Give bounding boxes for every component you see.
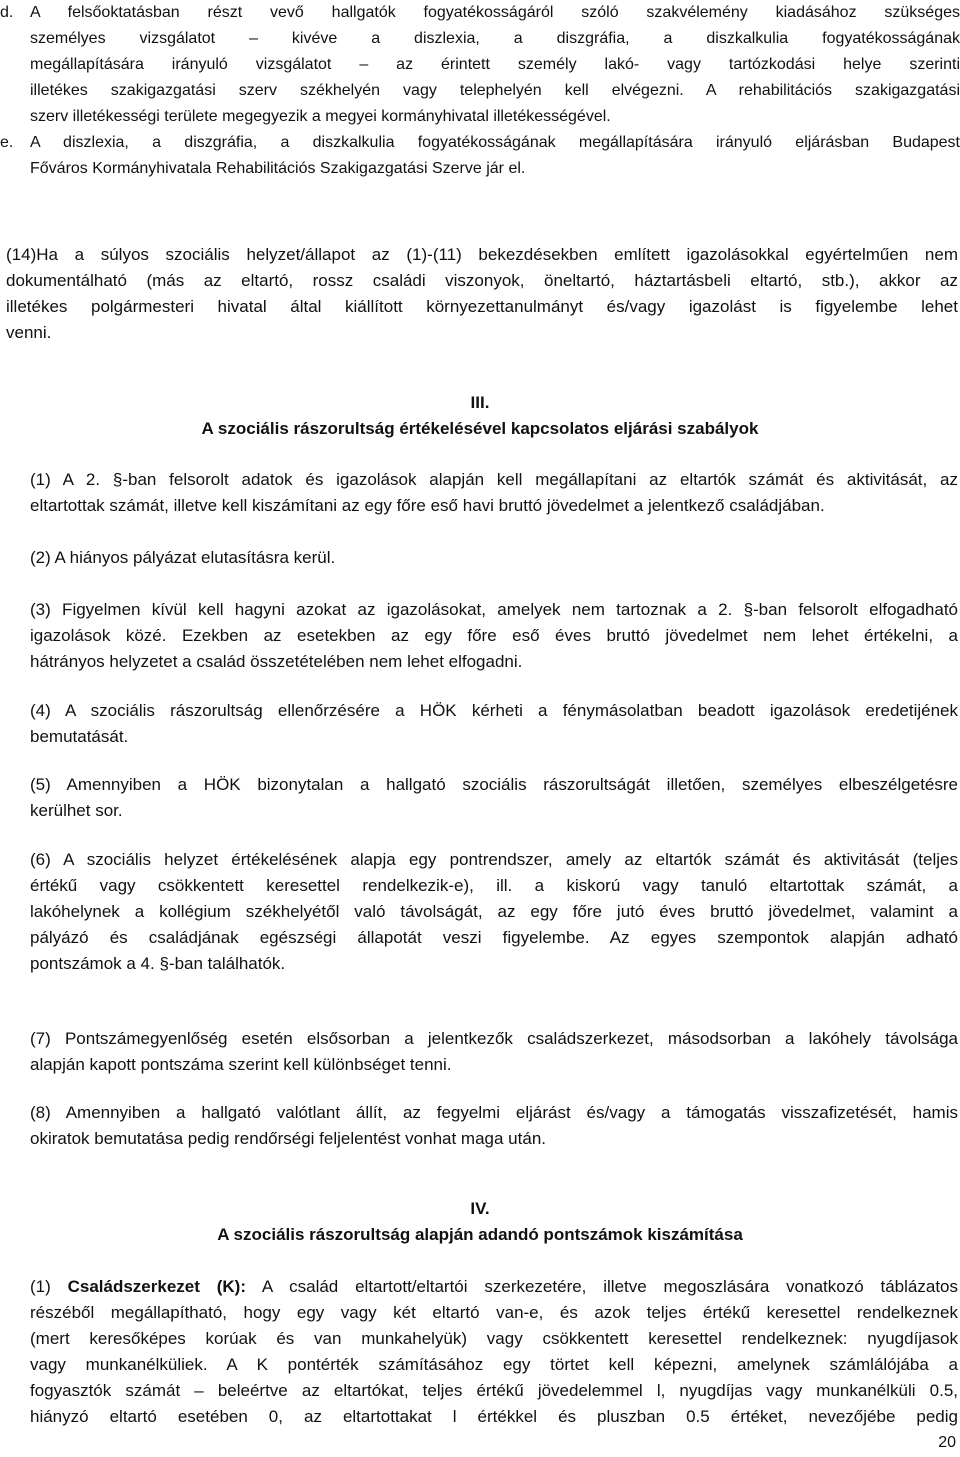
section-4-numeral: IV. — [470, 1199, 490, 1218]
text-line: (5) Amennyiben a HÖK bizonytalan a hallgató szociális rászorultságát illetően, személyes elbeszélgetésre — [30, 775, 958, 794]
text-line: A diszlexia, a diszgráfia, a diszkalkulia fogyatékosságának megállapítására irányuló eljárásban Budapest — [30, 134, 960, 151]
text-line: részéből megállapítható, hogy egy vagy két eltartó van-e, és azok teljes értékű keresettel rendelkeznek — [30, 1303, 958, 1322]
text-line: (14)Ha a súlyos szociális helyzet/állapot az (1)-(11) bekezdésekben említett igazolásokkal egyértelműen nem — [6, 245, 958, 264]
family-structure-term: Családszerkezet (K): — [67, 1277, 246, 1296]
text-line: alapján kapott pontszáma szerint kell különbséget tenni. — [30, 1055, 452, 1074]
section-3-para-7 — [30, 1026, 958, 1078]
text-line: (1) A 2. §-ban felsorolt adatok és igazolások alapján kell megállapítani az eltartók számát és aktivitását, az — [30, 470, 958, 489]
text-line: (6) A szociális helyzet értékelésének alapja egy pontrendszer, amely az eltartók számát és aktivitását (teljes — [30, 850, 958, 869]
text-line: pályázó és családjának egészségi állapotát veszi figyelembe. Az egyes szempontok alapján adható — [30, 928, 958, 947]
text-line: (2) A hiányos pályázat elutasításra kerül. — [30, 548, 336, 567]
text-line — [30, 1274, 958, 1300]
section-3-para-5 — [30, 772, 958, 824]
text-line: Főváros Kormányhivatala Rehabilitációs Szakigazgatási Szerve jár el. — [30, 160, 526, 177]
text-line: értékű vagy csökkentett keresettel rendelkezik-e), ill. a kiskorú vagy tanuló eltartottak számát, a — [30, 876, 958, 895]
text-line: (mert keresőképes korúak és van munkahelyük) vagy csökkentett keresettel rendelkeznek: nyugdíjasok — [30, 1329, 958, 1348]
paragraph-14 — [6, 242, 958, 346]
text-line: eltartottak számát, illetve kell kiszámítani az egy főre eső havi bruttó jövedelmet a jelentkező családjában. — [30, 496, 825, 515]
text-line: dokumentálható (más az eltartó, rossz családi viszonyok, öneltartó, háztartásbeli eltartó, stb.), akkor az — [6, 271, 958, 290]
text-line: vagy munkanélküliek. A K pontérték számításához egy törtet kell képezni, amelynek számlálójába a — [30, 1355, 958, 1374]
text-line: lakóhelynek a kollégium székhelyétől való távolságát, az egy főre jutó éves bruttó jövedelmet, valamint a — [30, 902, 958, 921]
section-3-numeral: III. — [470, 393, 490, 412]
text-line: venni. — [6, 323, 52, 342]
section-3-title: A szociális rászorultság értékelésével kapcsolatos eljárási szabályok — [201, 419, 759, 438]
text-line: hiányzó eltartó esetében 0, az eltartottakat l értékkel és pluszban 0.5 értéket, nevezőjébe pedig — [30, 1407, 958, 1426]
section-3-para-2 — [30, 545, 958, 571]
text-line: szerv illetékességi területe megegyezik a megyei kormányhivatal illetékességével. — [30, 108, 611, 125]
text-line: (7) Pontszámegyenlőség esetén elsősorban a jelentkezők családszerkezet, másodsorban a lakóhely távolsága — [30, 1029, 958, 1048]
text-line: (8) Amennyiben a hallgató valótlant állít, az fegyelmi eljárást és/vagy a támogatás visszafizetését, hamis — [30, 1103, 958, 1122]
section-3-para-1 — [30, 467, 958, 519]
text-line: fogyasztók számát – beleértve az eltartókat, teljes értékű jövedelemmel l, nyugdíjas vagy munkanélküli 0.5, — [30, 1381, 958, 1400]
text-line: A felsőoktatásban részt vevő hallgatók fogyatékosságáról szóló szakvélemény kiadásához szükséges — [30, 4, 960, 21]
text-line: kerülhet sor. — [30, 801, 123, 820]
text-line: megállapítására irányuló vizsgálatot – az érintett személy lakó- vagy tartózkodási helye szerinti — [30, 56, 960, 73]
text-fragment: A család eltartott/eltartói szerkezetére, illetve megoszlására vonatkozó táblázatos — [246, 1277, 959, 1296]
section-4-para-1 — [30, 1274, 958, 1430]
text-line: illetékes polgármesteri hivatal által kiállított környezettanulmányt és/vagy igazolást is figyelembe lehet — [6, 297, 958, 316]
section-3-para-4 — [30, 698, 958, 750]
text-line: bemutatását. — [30, 727, 129, 746]
text-line: okiratok bemutatása pedig rendőrségi feljelentést vonhat maga után. — [30, 1129, 546, 1148]
list-item-d — [0, 0, 960, 130]
text-line: pontszámok a 4. §-ban találhatók. — [30, 954, 286, 973]
section-3-para-3 — [30, 597, 958, 675]
text-line: (3) Figyelmen kívül kell hagyni azokat az igazolásokat, amelyek nem tartoznak a 2. §-ban felsorolt elfogadható — [30, 600, 958, 619]
section-3-para-6 — [30, 847, 958, 977]
text-line: igazolások közé. Ezekben az esetekben az egy főre eső éves bruttó jövedelmet nem lehet értékelni, a — [30, 626, 958, 645]
para-prefix: (1) — [30, 1277, 68, 1296]
list-marker: d. — [0, 4, 14, 21]
text-line: hátrányos helyzetet a család összetételében nem lehet elfogadni. — [30, 652, 523, 671]
section-3-para-8 — [30, 1100, 958, 1152]
text-line: (4) A szociális rászorultság ellenőrzésére a HÖK kérheti a fénymásolatban beadott igazolások eredetijének — [30, 701, 958, 720]
text-line: illetékes szakigazgatási szerv székhelyén vagy telephelyén kell elvégezni. A rehabilitációs szakigazgatási — [30, 82, 960, 99]
page-number: 20 — [938, 1434, 956, 1451]
section-4-title: A szociális rászorultság alapján adandó pontszámok kiszámítása — [217, 1225, 743, 1244]
list-item-e — [0, 130, 960, 182]
list-marker: e. — [0, 134, 14, 151]
text-line: személyes vizsgálatot – kivéve a diszlexia, a diszgráfia, a diszkalkulia fogyatékosságának — [30, 30, 960, 47]
